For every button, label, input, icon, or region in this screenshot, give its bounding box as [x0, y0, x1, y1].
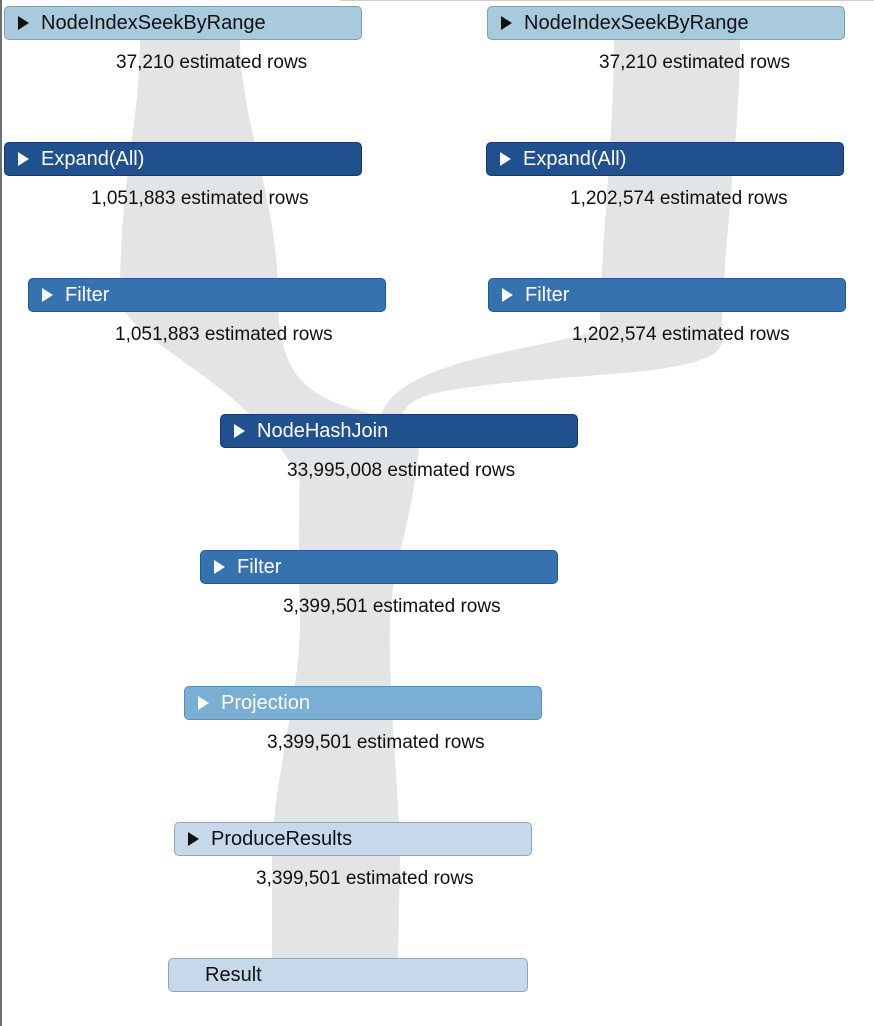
- triangle-right-icon[interactable]: [188, 832, 199, 846]
- estimated-rows-filter-left: 1,051,883 estimated rows: [115, 324, 333, 345]
- triangle-right-icon[interactable]: [198, 696, 209, 710]
- operator-filter-main[interactable]: [200, 550, 558, 584]
- flow-right-branch: [380, 40, 740, 440]
- estimated-rows-filter-main: 3,399,501 estimated rows: [283, 596, 501, 617]
- estimated-rows-projection: 3,399,501 estimated rows: [267, 732, 485, 753]
- operator-label: NodeIndexSeekByRange: [41, 12, 266, 34]
- operator-projection[interactable]: [184, 686, 542, 720]
- triangle-right-icon[interactable]: [500, 152, 511, 166]
- estimated-rows-seek-left: 37,210 estimated rows: [116, 52, 308, 73]
- operator-label: Expand(All): [523, 148, 627, 170]
- operator-node-index-seek-by-range-right[interactable]: [487, 6, 845, 40]
- operator-filter-right[interactable]: [488, 278, 846, 312]
- operator-node-index-seek-by-range-left[interactable]: [4, 6, 362, 40]
- estimated-rows-seek-right: 37,210 estimated rows: [599, 52, 791, 73]
- operator-label: ProduceResults: [211, 828, 353, 850]
- operator-label: Filter: [525, 284, 570, 306]
- operator-expand-all-right[interactable]: [486, 142, 844, 176]
- triangle-right-icon[interactable]: [18, 152, 29, 166]
- triangle-right-icon[interactable]: [42, 288, 53, 302]
- operator-filter-left[interactable]: [28, 278, 386, 312]
- operator-produce-results[interactable]: [174, 822, 532, 856]
- operator-label: NodeIndexSeekByRange: [524, 12, 749, 34]
- operator-label: Filter: [65, 284, 110, 306]
- triangle-right-icon[interactable]: [18, 16, 29, 30]
- estimated-rows-produce-results: 3,399,501 estimated rows: [256, 868, 474, 889]
- estimated-rows-expand-right: 1,202,574 estimated rows: [570, 188, 788, 209]
- operator-label: Projection: [221, 692, 310, 714]
- operator-label: NodeHashJoin: [257, 420, 389, 442]
- operator-result[interactable]: [168, 958, 528, 992]
- triangle-right-icon[interactable]: [501, 16, 512, 30]
- operator-node-hash-join[interactable]: [220, 414, 578, 448]
- estimated-rows-hash-join: 33,995,008 estimated rows: [287, 460, 516, 481]
- operator-expand-all-left[interactable]: [4, 142, 362, 176]
- estimated-rows-filter-right: 1,202,574 estimated rows: [572, 324, 790, 345]
- triangle-right-icon[interactable]: [214, 560, 225, 574]
- operator-label: Filter: [237, 556, 282, 578]
- triangle-right-icon[interactable]: [502, 288, 513, 302]
- estimated-rows-expand-left: 1,051,883 estimated rows: [91, 188, 309, 209]
- operator-label: Result: [205, 964, 262, 986]
- operator-label: Expand(All): [41, 148, 145, 170]
- triangle-right-icon[interactable]: [234, 424, 245, 438]
